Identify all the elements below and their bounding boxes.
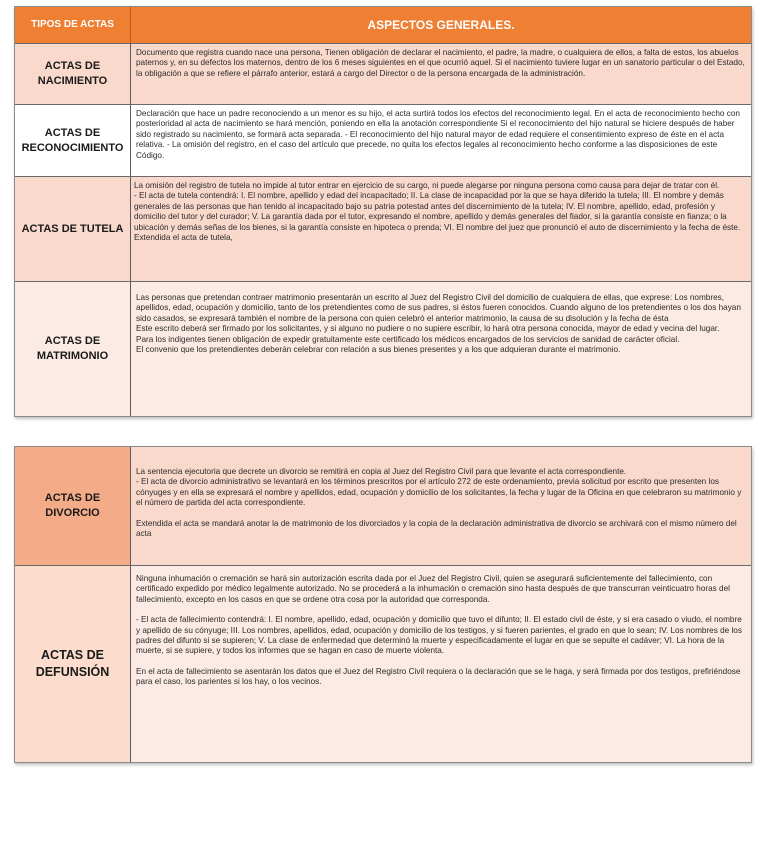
table-header	[15, 7, 751, 44]
header-tipos-de-actas: TIPOS DE ACTAS	[15, 7, 131, 43]
row-content-matrimonio	[131, 282, 751, 416]
paragraph: La sentencia ejecutoria que decrete un divorcio se remitirá en copia al Juez del Registro Civil para que levante el acta correspondiente.	[136, 467, 627, 476]
row-content-nacimiento	[131, 44, 751, 104]
paragraph: - El acta de tutela contendrá: I. El nombre, apellido y edad del incapacitado; II. La clase de incapacidad por la que se haya diferido la tutela; III. El nombre y demás generales de las personas que han tenido al incapacitado bajo su patria potestad antes del discernimiento de la tutela; IV. El nombre, apellido, edad, profesión y domicilio del tutor y del curador; V. La garantía dada por el tutor, expresando el nombre, apellido y demás generales del fiador, si la garantía consiste en fianza; o la ubicación y demás señas de los bienes, si la garantía consiste en hipoteca o prenda; VI. El nombre del juez que pronunció el auto de discernimiento y la fecha de éste.	[134, 191, 741, 232]
actas-table-1	[14, 6, 752, 417]
row-label-reconocimiento: ACTAS DE RECONOCIMIENTO	[15, 105, 131, 176]
row-label-defunsion: ACTAS DE DEFUNSIÓN	[15, 566, 131, 762]
row-content-divorcio	[131, 447, 751, 565]
paragraph: Este escrito deberá ser firmado por los solicitantes, y si alguno no pudiere o no supiere escribir, lo hará otra persona conocida, mayor de edad y vecina del lugar.	[136, 324, 720, 334]
row-defunsion	[15, 566, 751, 762]
row-label-tutela: ACTAS DE TUTELA	[15, 177, 131, 281]
row-content-tutela	[131, 177, 751, 281]
row-label-nacimiento: ACTAS DE NACIMIENTO	[15, 44, 131, 104]
paragraph: Declaración que hace un padre reconociendo a un menor es su hijo, el acta surtirá todos los efectos del reconocimiento legal. En el acta de reconocimiento hecho con posterioridad al acta de nacimiento se hará mención, poniendo en ella la anotación correspondiente Si el reconocimiento del hijo natural se hiciere después de haber sido registrado su nacimiento, se formará acta separada. - El reconocimiento del hijo natural mayor de edad requiere el consentimiento expreso de éste en el acta relativa. - La omisión del registro, en el caso del artículo que precede, no quita los efectos legales al reconocimiento hecho conforme a las disposiciones de este Código.	[136, 109, 740, 160]
actas-table-2	[14, 446, 752, 763]
row-nacimiento	[15, 44, 751, 105]
row-reconocimiento	[15, 105, 751, 177]
paragraph: Las personas que pretendan contraer matrimonio presentarán un escrito al Juez del Registro Civil del domicilio de cualquiera de ellas, que exprese: Los nombres, apellidos, edad, ocupación y domicilio, tanto de los pretendientes como de sus padres, si éstos fueren conocidos. Cuando alguno de los pretendientes o los dos hayan sido casados, se expresará también el nombre de la persona con quien celebró el anterior matrimonio, la causa de su disolución y la fecha de ésta	[136, 293, 741, 323]
paragraph: Ninguna inhumación o cremación se hará sin autorización escrita dada por el Juez del Registro Civil, quien se asegurará suficientemente del fallecimiento, con certificado expedido por médico legalmente autorizado. No se procederá a la inhumación o cremación sino hasta después de que transcurran veinticuatro horas del fallecimiento, excepto en los casos en que se ordene otra cosa por la autoridad que corresponda.	[136, 574, 730, 604]
row-tutela	[15, 177, 751, 282]
row-content-defunsion	[131, 566, 751, 762]
paragraph: Extendida el acta de tutela,	[134, 233, 233, 243]
row-divorcio	[15, 447, 751, 566]
row-label-matrimonio: ACTAS DE MATRIMONIO	[15, 282, 131, 416]
paragraph: - El acta de divorcio administrativo se levantará en los términos prescritos por el artículo 272 de este ordenamiento, previa solicitud por escrito que presenten los cónyuges y en ella se expresará el nombre y apellidos, edad, ocupación y domicilio de los solicitantes, la fecha y lugar de la Oficina en que celebraron su matrimonio y el número de partida del acta correspondiente.	[136, 477, 742, 508]
row-content-reconocimiento	[131, 105, 751, 176]
header-aspectos-generales: ASPECTOS GENERALES.	[367, 18, 515, 32]
paragraph: - El acta de fallecimiento contendrá: I. El nombre, apellido, edad, ocupación y domicilio que tuvo el difunto; II. El estado civil de éste, y si era casado o viudo, el nombre y apellido de su cónyuge; III. Los nombres, apellidos, edad, ocupación y domicilio de los testigos, y si fueren parientes, el grado en que lo sean; IV. Los nombres de los padres del difunto si se supieren; V. La clase de enfermedad que determinó la muerte y especificadamente el lugar en que se sepulte el cadáver; VI. La hora de la muerte, si se supiere, y todos los informes que se hagan en caso de muerte violenta.	[136, 615, 742, 656]
paragraph: La omisión del registro de tutela no impide al tutor entrar en ejercicio de su cargo, ni puede alegarse por ninguna persona como causa para dejar de tratar con él.	[134, 181, 720, 190]
paragraph: El convenio que los pretendientes deberán celebrar con relación a sus bienes presentes y a los que adquieran durante el matrimonio.	[136, 345, 621, 355]
row-label-divorcio: ACTAS DE DIVORCIO	[15, 447, 131, 565]
row-matrimonio	[15, 282, 751, 416]
paragraph: Documento que registra cuando nace una persona, Tienen obligación de declarar el nacimiento, el padre, la madre, o cualquiera de ellos, a falta de estos, los abuelos paternos y, en su defectos los maternos, dentro de los 6 meses siguientes en el que ocurrió aquel. Si el nacimiento tuviere lugar en un sanatorio particular o del Estado, la obligación a que se refiere el párrafo anterior, estará a cargo del Director o de la persona encargada de la administración.	[136, 48, 745, 78]
paragraph: Extendida el acta se mandará anotar la de matrimonio de los divorciados y la copia de la declaración administrativa de divorcio se archivará con el mismo número del acta	[136, 518, 737, 539]
paragraph: Para los indigentes tienen obligación de expedir gratuitamente este certificado los médicos encargados de los servicios de sanidad de carácter oficial.	[136, 334, 680, 344]
paragraph: En el acta de fallecimiento se asentarán los datos que el Juez del Registro Civil requiera o la declaración que se le haga, y será firmada por dos testigos, prefiriéndose para el caso, los parientes si los hay, o los vecinos.	[136, 666, 741, 687]
